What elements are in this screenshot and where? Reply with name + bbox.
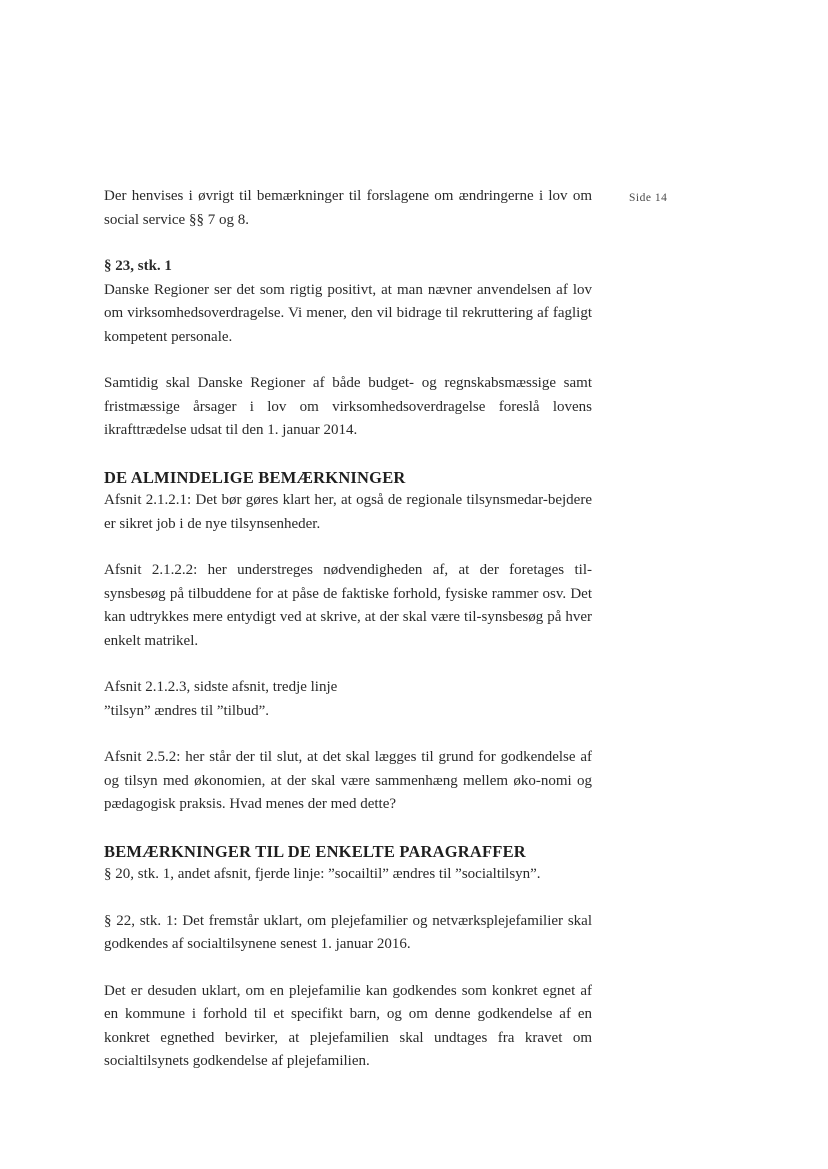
afsnit-2123-line2: ”tilsyn” ændres til ”tilbud”. — [104, 702, 269, 719]
document-body — [104, 185, 592, 1074]
section-23-title: § 23, stk. 1 — [104, 258, 172, 274]
section-23-paragraph: Danske Regioner ser det som rigtig positivt, at man nævner anvendelsen af lov om virksomhedsoverdragelse. Vi mener, den vil bidrage til rekruttering af fagligt kompetent personale. — [104, 281, 592, 345]
desuden-paragraph: Det er desuden uklart, om en plejefamilie kan godkendes som konkret egnet af en kommune i forhold til et specifikt barn, og om denne godkendelse af en konkret egnethed bevirker, at plejefamilien skal undtages fra kravet om socialtilsynets godkendelse af plejefamilien. — [104, 982, 592, 1069]
page-number: Side 14 — [629, 192, 668, 204]
afsnit-252-paragraph: Afsnit 2.5.2: her står der til slut, at det skal lægges til grund for godkendelse af og tilsyn med økonomien, at der skal være sammenhæng mellem øko-nomi og pædagogisk praksis. Hvad menes der med dette? — [104, 749, 592, 812]
section-22-paragraph: § 22, stk. 1: Det fremstår uklart, om plejefamilier og netværksplejefamilier skal godkendes af socialtilsynene senest 1. januar 2016. — [104, 912, 592, 952]
afsnit-2123-line1: Afsnit 2.1.2.3, sidste afsnit, tredje linje — [104, 679, 338, 695]
afsnit-2122-paragraph: Afsnit 2.1.2.2: her understreges nødvendigheden af, at der foretages til-synsbesøg på tilbuddene for at påse de faktiske forhold, fysiske rammer osv. Det kan udtrykkes mere entydigt ved at skrive, at der skal være til-synsbesøg på hver enkelt matrikel. — [104, 562, 592, 649]
section-20-paragraph: § 20, stk. 1, andet afsnit, fjerde linje: ”socailtil” ændres til ”socialtilsyn”. — [104, 866, 541, 882]
afsnit-2121-paragraph: Afsnit 2.1.2.1: Det bør gøres klart her, at også de regionale tilsynsmedar-bejdere er sikret job i de nye tilsynsenheder. — [104, 492, 592, 532]
specific-remarks-heading: BEMÆRKNINGER TIL DE ENKELTE PARAGRAFFER — [104, 841, 526, 861]
samtidig-paragraph: Samtidig skal Danske Regioner af både budget- og regnskabsmæssige samt fristmæssige årsager i lov om virksomhedsoverdragelse foreslå lovens ikrafttrædelse udsat til den 1. januar 2014. — [104, 375, 592, 438]
general-remarks-heading: DE ALMINDELIGE BEMÆRKNINGER — [104, 467, 406, 487]
intro-paragraph: Der henvises i øvrigt til bemærkninger til forslagene om ændringerne i lov om social service §§ 7 og 8. — [104, 188, 592, 228]
